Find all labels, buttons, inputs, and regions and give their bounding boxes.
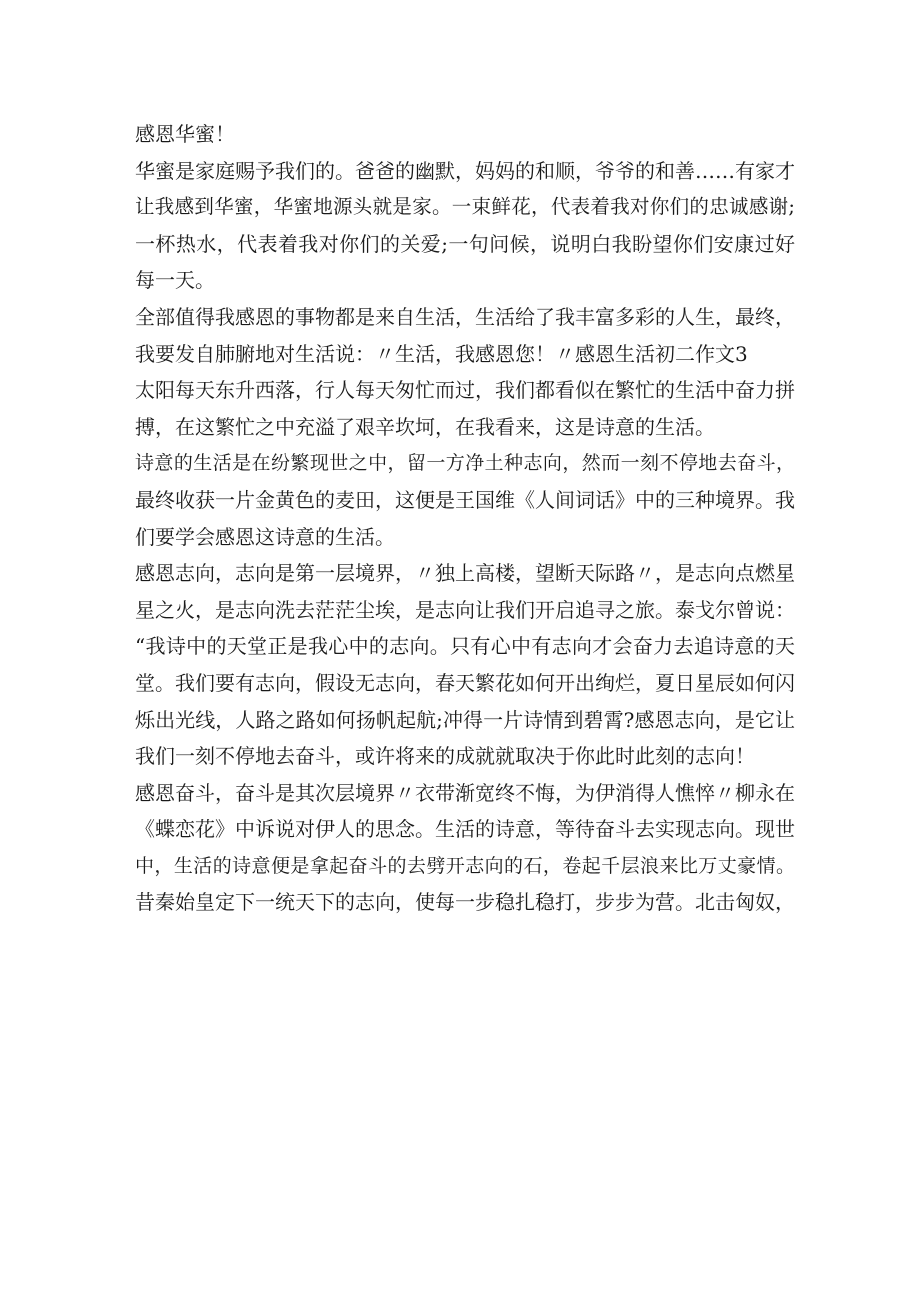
text-line: 我要发自肺腑地对生活说：〃生活，我感恩您！〃感恩生活初二作文3 xyxy=(135,341,748,366)
text-line: 太阳每天东升西落，行人每天匆忙而过，我们都看似在繁忙的生活中奋力拼 xyxy=(135,378,795,403)
text-line: 我们一刻不停地去奋斗，或许将来的成就就取决于你此时此刻的志向！ xyxy=(135,744,755,769)
text-line: 感恩奋斗，奋斗是其次层境界〃衣带渐宽终不悔，为伊消得人憔悴〃柳永在 xyxy=(135,780,795,805)
text-line: 中，生活的诗意便是拿起奋斗的去劈开志向的石，卷起千层浪来比万丈豪情。 xyxy=(135,854,795,877)
text-line: 星之火，是志向洗去茫茫尘埃，是志向让我们开启追寻之旅。泰戈尔曾说： xyxy=(135,597,795,622)
text-line: 最终收获一片金黄色的麦田，这便是王国维《人间词话》中的三种境界。我 xyxy=(135,487,795,512)
paragraph xyxy=(135,775,795,921)
text-line: 搏，在这繁忙之中充溢了艰辛坎坷，在我看来，这是诗意的生活。 xyxy=(135,414,715,439)
document-body xyxy=(135,116,795,921)
text-line: 让我感到华蜜，华蜜地源头就是家。一束鲜花，代表着我对你们的忠诚感谢; xyxy=(135,195,795,219)
text-line: 华蜜是家庭赐予我们的。爸爸的幽默，妈妈的和顺，爷爷的和善……有家才 xyxy=(135,158,795,183)
paragraph xyxy=(135,153,795,299)
text-line: “我诗中的天堂正是我心中的志向。只有心中有志向才会奋力去追诗意的天 xyxy=(135,634,795,659)
paragraph xyxy=(135,372,795,445)
text-line: 感恩华蜜！ xyxy=(135,122,235,146)
paragraph xyxy=(135,445,795,555)
paragraph xyxy=(135,555,795,775)
text-line: 堂。我们要有志向，假设无志向，春天繁花如何开出绚烂，夏日星辰如何闪 xyxy=(135,670,795,695)
text-line: 们要学会感恩这诗意的生活。 xyxy=(135,524,395,549)
text-line: 一杯热水，代表着我对你们的关爱;一句问候，说明白我盼望你们安康过好 xyxy=(135,231,795,256)
text-line: 诗意的生活是在纷繁现世之中，留一方净土种志向，然而一刻不停地去奋斗， xyxy=(135,452,795,475)
text-line: 《蝶恋花》中诉说对伊人的思念。生活的诗意，等待奋斗去实现志向。现世 xyxy=(135,817,795,842)
text-line: 感恩志向，志向是第一层境界，〃独上高楼，望断天际路〃，是志向点燃星 xyxy=(135,561,795,586)
text-line: 烁出光线，人路之路如何扬帆起航;冲得一片诗情到碧霄?感恩志向，是它让 xyxy=(135,707,795,732)
text-line: 每一天。 xyxy=(135,268,215,293)
text-line: 全部值得我感恩的事物都是来自生活，生活给了我丰富多彩的人生，最终， xyxy=(135,304,795,329)
document-heading xyxy=(135,116,795,153)
paragraph xyxy=(135,299,795,372)
text-line: 昔秦始皇定下一统天下的志向，使每一步稳扎稳打，步步为营。北击匈奴， xyxy=(135,890,795,915)
